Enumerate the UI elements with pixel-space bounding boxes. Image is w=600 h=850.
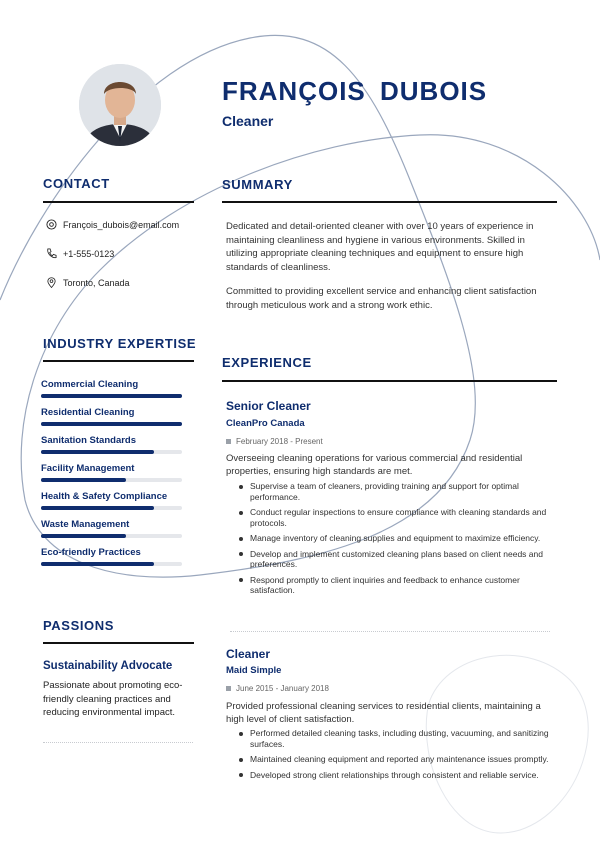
skill-bar: [41, 394, 182, 398]
candidate-name: FRANÇOIS DUBOIS: [222, 76, 488, 106]
skill-label: Waste Management: [41, 519, 130, 530]
skill-bar: [41, 506, 182, 510]
skill-label: Facility Management: [41, 463, 135, 474]
list-item: Maintained cleaning equipment and reported any maintenance issues promptly.: [238, 754, 554, 765]
skill-item: [41, 491, 182, 510]
location-text: Toronto, Canada: [63, 277, 130, 288]
list-item: Developed strong client relationships through consistent and reliable service.: [238, 770, 554, 781]
list-item: Conduct regular inspections to ensure compliance with cleaning standards and protocols.: [238, 507, 554, 528]
passion-description: Passionate about promoting eco-friendly cleaning practices and reducing environmental impact.: [43, 680, 183, 718]
expertise-divider: [43, 360, 194, 362]
skill-bar: [41, 534, 182, 538]
passion-title: Sustainability Advocate: [43, 660, 173, 672]
summary-divider: [222, 201, 557, 203]
job-bullets: [238, 481, 554, 601]
list-item: Respond promptly to client inquiries and feedback to enhance customer satisfaction.: [238, 575, 554, 596]
job-company: CleanPro Canada: [226, 418, 305, 429]
skill-bar-fill: [41, 562, 154, 566]
job-title: Cleaner: [226, 647, 271, 661]
passions-heading: PASSIONS: [43, 618, 115, 633]
contact-phone: [46, 248, 114, 259]
job-description: Provided professional cleaning services to residential clients, maintaining a high level of client satisfaction.: [226, 701, 541, 725]
calendar-icon: [226, 439, 231, 444]
skill-bar: [41, 478, 182, 482]
phone-icon: [46, 248, 57, 259]
skill-label: Residential Cleaning: [41, 407, 135, 418]
list-item: Supervise a team of cleaners, providing training and support for optimal performance.: [238, 481, 554, 502]
candidate-role: Cleaner: [222, 113, 274, 129]
skill-item: [41, 519, 182, 538]
passions-divider: [43, 642, 194, 644]
skill-item: [41, 407, 182, 426]
job-dates: [226, 684, 329, 693]
skill-label: Health & Safety Compliance: [41, 491, 168, 502]
job-bullets: [238, 728, 554, 785]
list-item: Develop and implement customized cleaning plans based on client needs and preferences.: [238, 549, 554, 570]
job-company: Maid Simple: [226, 665, 282, 676]
skill-item: [41, 547, 182, 566]
job-separator: [230, 631, 550, 632]
job-dates: [226, 437, 323, 446]
skill-label: Sanitation Standards: [41, 435, 137, 446]
experience-divider: [222, 380, 557, 382]
summary-paragraph: Dedicated and detail-oriented cleaner with over 10 years of experience in maintaining cleanliness and hygiene in various environments. Skilled in utilizing appropriate cleaning techniques and equipment to ensure high standards of cleanliness.: [226, 221, 534, 273]
skill-bar-fill: [41, 478, 126, 482]
job-dates-text: June 2015 - January 2018: [236, 684, 329, 693]
calendar-icon: [226, 686, 231, 691]
list-item: Manage inventory of cleaning supplies and equipment to maximize efficiency.: [238, 533, 554, 544]
phone-text: +1-555-0123: [63, 248, 115, 259]
skill-bar-fill: [41, 506, 154, 510]
skill-bar: [41, 450, 182, 454]
expertise-heading: INDUSTRY EXPERTISE: [43, 336, 197, 351]
email-text: François_dubois@email.com: [63, 219, 180, 230]
job-title: Senior Cleaner: [226, 399, 311, 413]
skill-bar-fill: [41, 422, 182, 426]
skill-item: [41, 463, 182, 482]
experience-heading: EXPERIENCE: [222, 355, 312, 370]
skill-bar-fill: [41, 450, 154, 454]
skill-bar: [41, 422, 182, 426]
skill-label: Eco-friendly Practices: [41, 547, 141, 558]
skill-item: [41, 379, 182, 398]
profile-photo: [79, 64, 161, 146]
job-dates-text: February 2018 - Present: [236, 437, 323, 446]
passion-separator: [43, 742, 193, 743]
contact-heading: CONTACT: [43, 176, 110, 191]
skill-bar: [41, 562, 182, 566]
avatar: [79, 64, 161, 146]
location-pin-icon: [46, 277, 57, 288]
skill-bar-fill: [41, 534, 126, 538]
contact-email: [46, 219, 179, 230]
summary-heading: SUMMARY: [222, 177, 293, 192]
job-description: Overseeing cleaning operations for various commercial and residential properties, ensuring high standards are met.: [226, 453, 523, 477]
contact-divider: [43, 201, 194, 203]
list-item: Performed detailed cleaning tasks, including dusting, vacuuming, and sanitizing surfaces.: [238, 728, 554, 749]
at-icon: [46, 219, 57, 230]
contact-location: [46, 277, 130, 288]
skill-item: [41, 435, 182, 454]
skill-bar-fill: [41, 394, 182, 398]
summary-paragraph: Committed to providing excellent service and enhancing client satisfaction through meticulous work and a strong work ethic.: [226, 286, 537, 311]
skill-label: Commercial Cleaning: [41, 379, 139, 390]
